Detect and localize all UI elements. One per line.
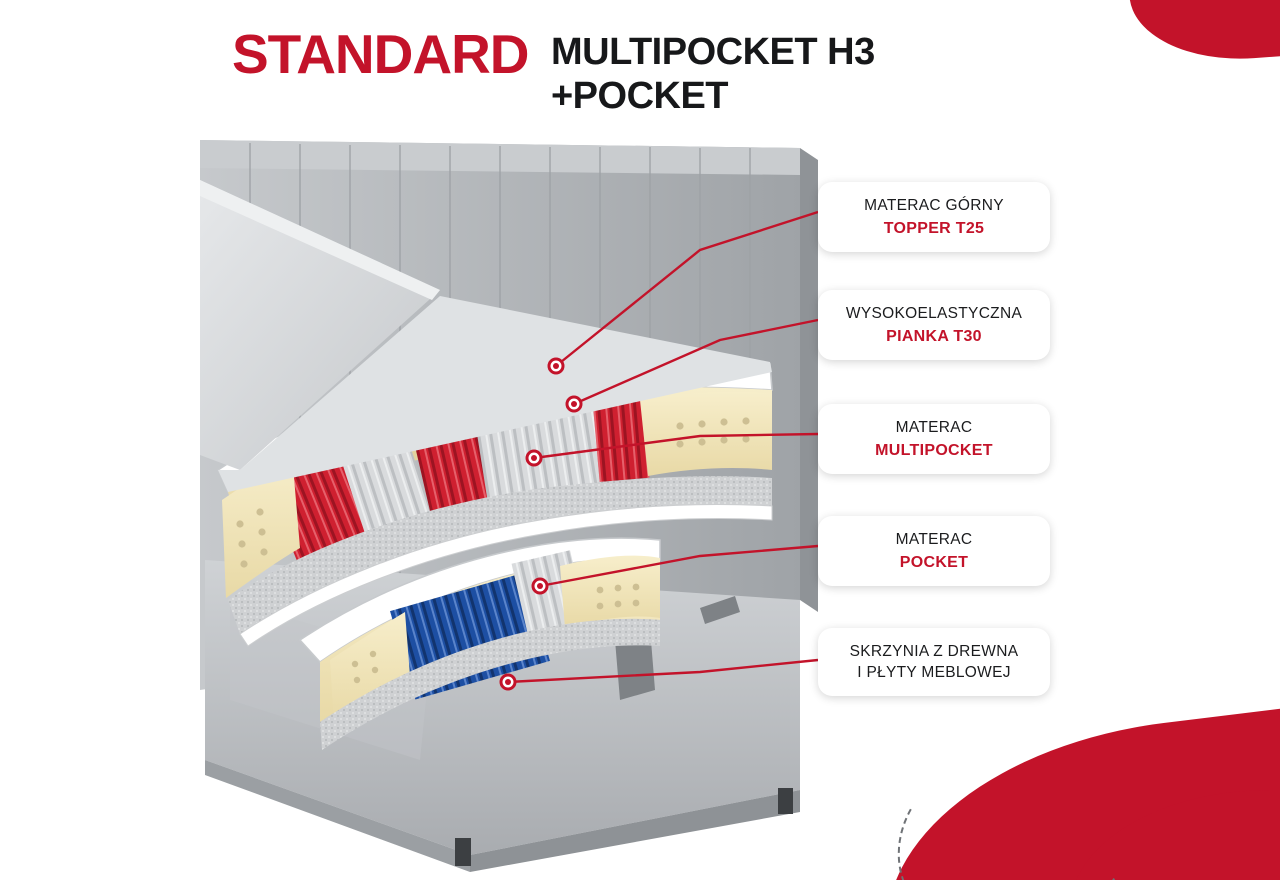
anchor-dot-multipocket (527, 451, 541, 465)
callout-foam[interactable] (818, 290, 1050, 360)
callout-foam-line2: PIANKA T30 (886, 328, 982, 345)
callout-topper[interactable] (818, 182, 1050, 252)
leader-foam (574, 320, 818, 404)
anchor-dot-foam (567, 397, 581, 411)
callout-box-line2: I PŁYTY MEBLOWEJ (857, 664, 1011, 681)
callout-box[interactable] (818, 628, 1050, 696)
title-main: STANDARD (232, 23, 529, 85)
callout-pocket[interactable] (818, 516, 1050, 586)
callout-topper-line2: TOPPER T25 (883, 220, 985, 237)
anchor-dot-pocket (533, 579, 547, 593)
leader-multipocket (534, 434, 818, 458)
callout-foam-line1: WYSOKOELASTYCZNA (845, 305, 1023, 322)
callout-topper-line1: MATERAC GÓRNY (864, 197, 1004, 214)
leader-pocket (540, 546, 818, 586)
callout-multipocket-line2: MULTIPOCKET (875, 442, 993, 459)
callout-multipocket[interactable] (818, 404, 1050, 474)
callout-box-line1: SKRZYNIA Z DREWNA (849, 643, 1019, 660)
leader-box (508, 660, 818, 682)
callout-pocket-line2: POCKET (899, 554, 969, 571)
anchor-dot-box (501, 675, 515, 689)
callout-pocket-line1: MATERAC (895, 531, 973, 548)
title-sub: MULTIPOCKET H3 +POCKET (550, 31, 875, 117)
callout-multipocket-line1: MATERAC (895, 419, 973, 436)
anchor-dot-topper (549, 359, 563, 373)
leader-topper (556, 212, 818, 366)
